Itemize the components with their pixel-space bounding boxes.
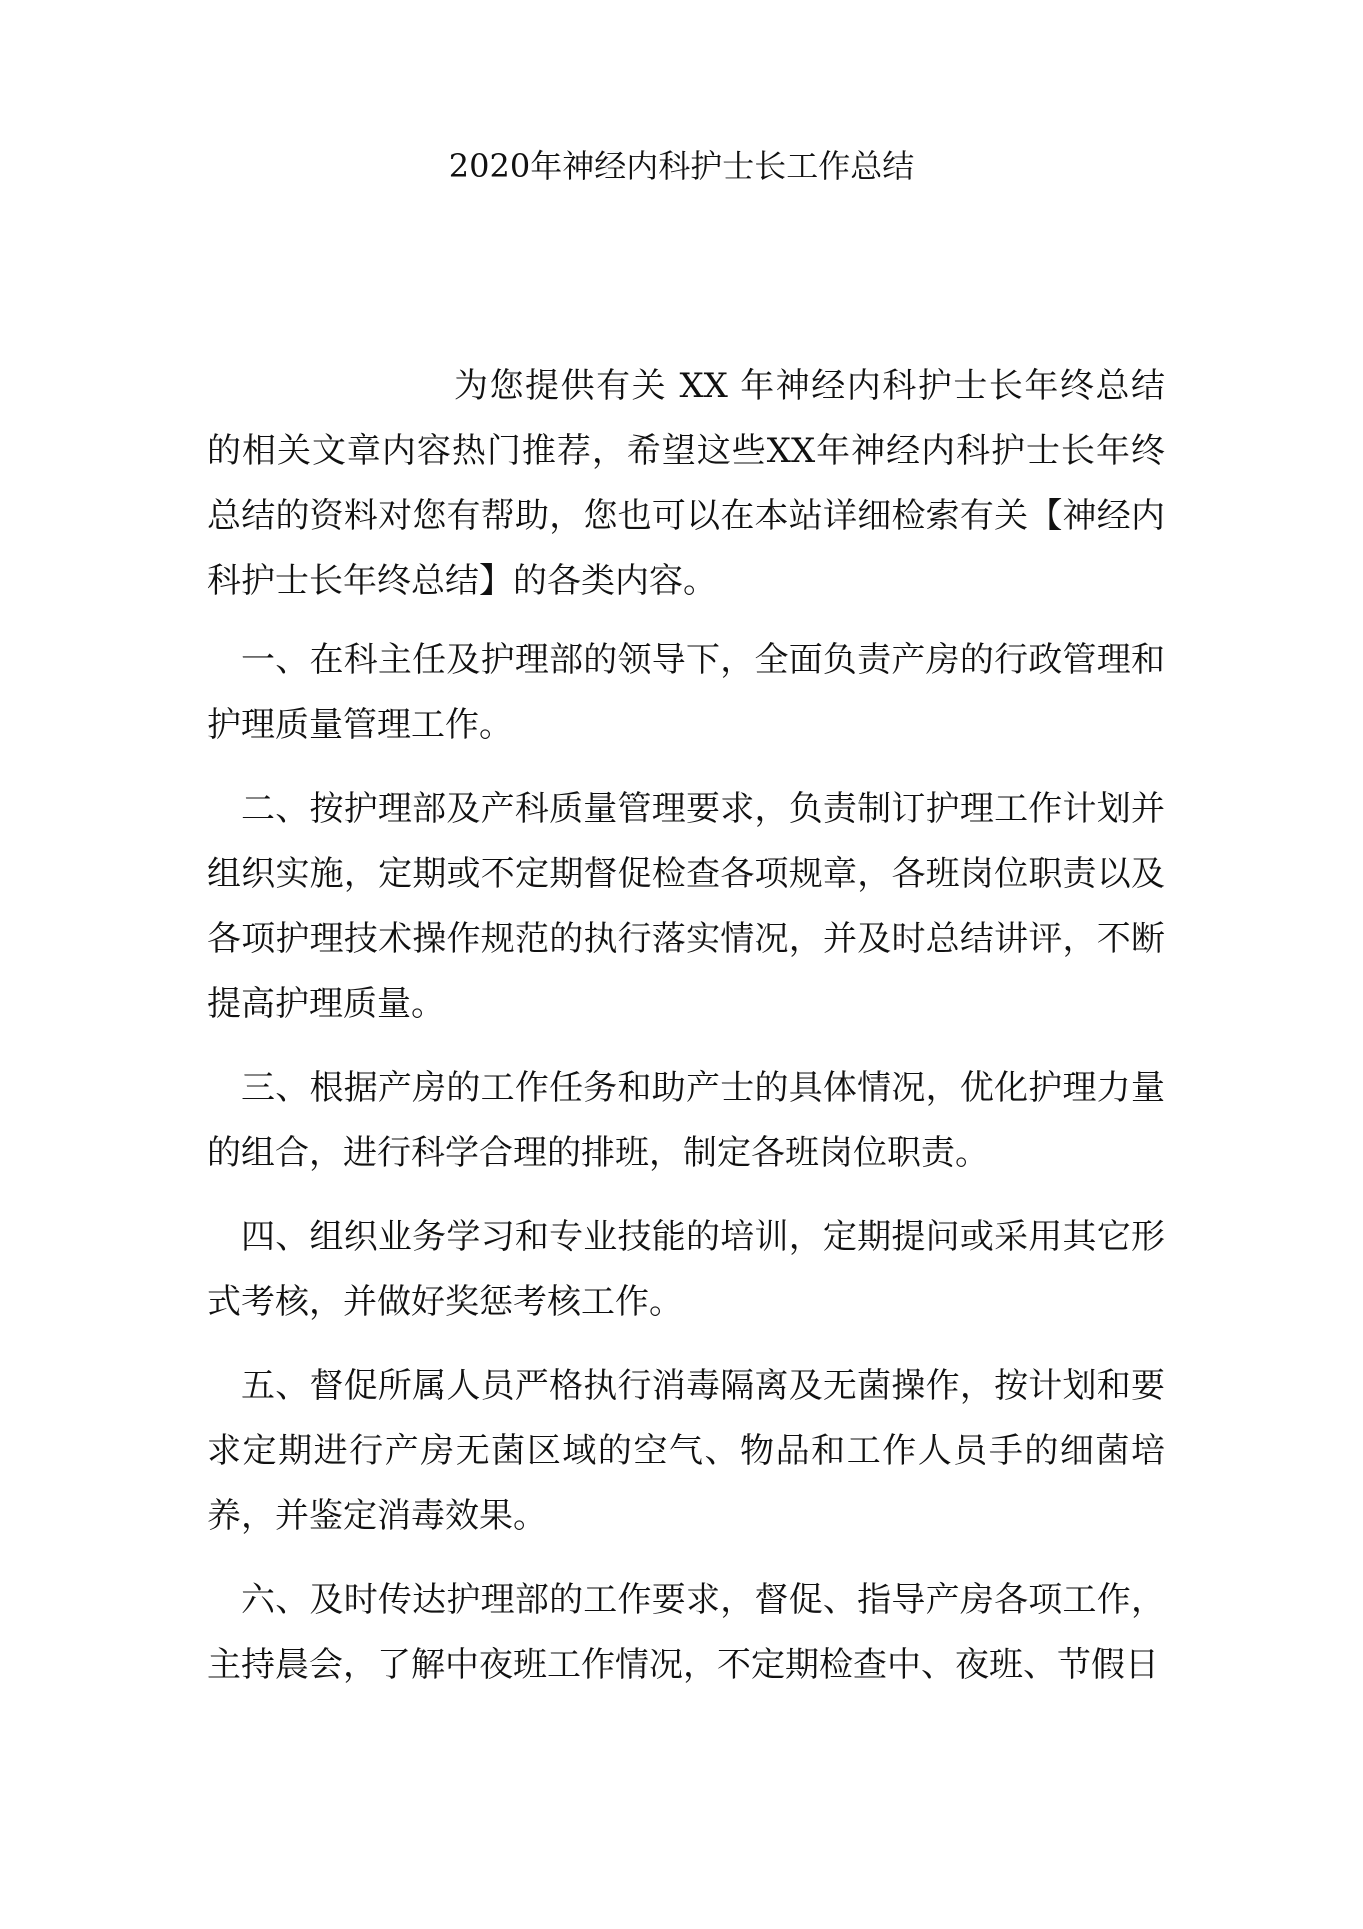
intro-paragraph: 为您提供有关 XX 年神经内科护士长年终总结的相关文章内容热门推荐，希望这些XX年神经内科护士长年终总结的资料对您有帮助，您也可以在本站详细检索有关【神经内科护士长年终总结】的各类内容。	[207, 366, 1165, 601]
duty-item-5: 五、督促所属人员严格执行消毒隔离及无菌操作，按计划和要求定期进行产房无菌区域的空气、物品和工作人员手的细菌培养，并鉴定消毒效果。	[207, 1366, 1165, 1536]
duty-item-2: 二、按护理部及产科质量管理要求，负责制订护理工作计划并组织实施，定期或不定期督促检查各项规章，各班岗位职责以及各项护理技术操作规范的执行落实情况，并及时总结讲评，不断提高护理质量。	[207, 789, 1165, 1024]
duty-item-3: 三、根据产房的工作任务和助产士的具体情况，优化护理力量的组合，进行科学合理的排班，制定各班岗位职责。	[207, 1068, 1165, 1173]
duty-item-1: 一、在科主任及护理部的领导下，全面负责产房的行政管理和护理质量管理工作。	[207, 640, 1165, 745]
document-body	[207, 354, 1165, 1698]
document-title: 2020年神经内科护士长工作总结	[448, 147, 915, 185]
duty-item-4: 四、组织业务学习和专业技能的培训，定期提问或采用其它形式考核，并做好奖惩考核工作。	[207, 1217, 1165, 1322]
duty-item-6: 六、及时传达护理部的工作要求，督促、指导产房各项工作，主持晨会，了解中夜班工作情况，不定期检查中、夜班、节假日	[207, 1580, 1165, 1685]
